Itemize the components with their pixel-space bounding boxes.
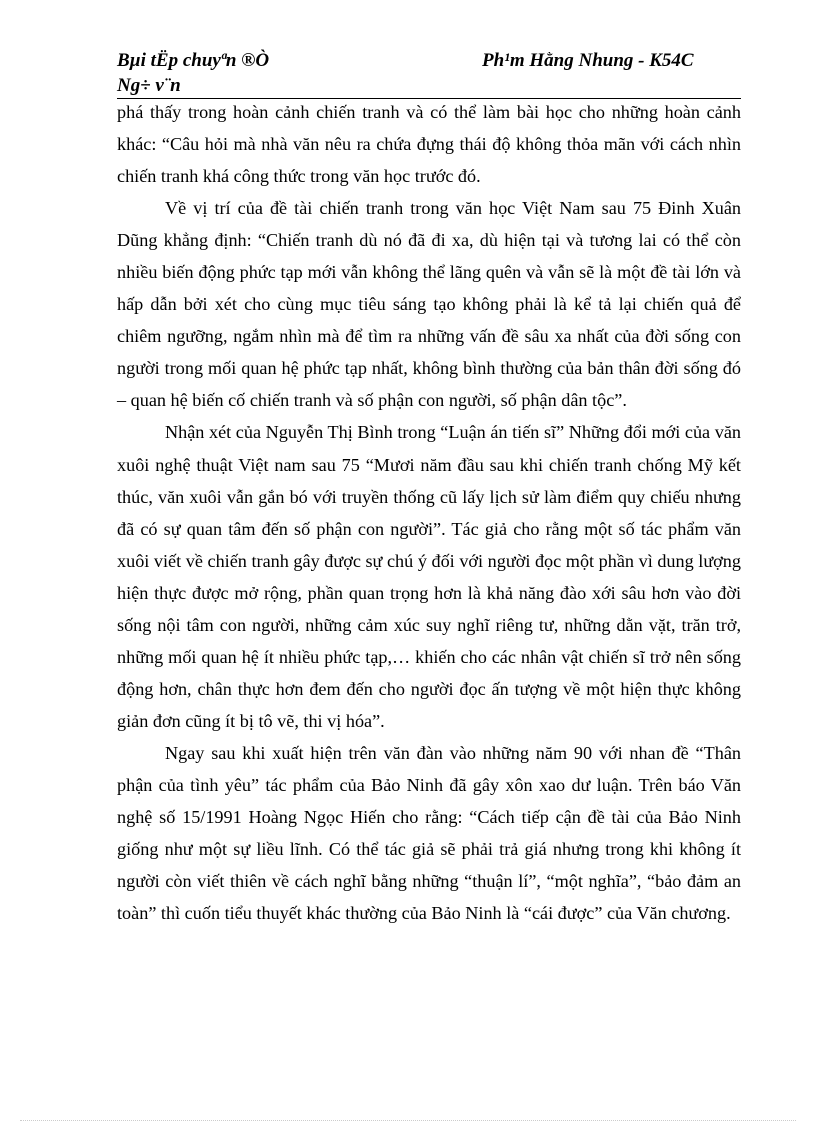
document-body bbox=[117, 96, 741, 929]
page-header bbox=[117, 48, 741, 99]
paragraph-2: Về vị trí của đề tài chiến tranh trong văn học Việt Nam sau 75 Đinh Xuân Dũng khẳng định: “Chiến tranh dù nó đã đi xa, dù hiện tại và tương lai có thể còn nhiều biến động phức tạp mới vẫn không thể lãng quên và vẫn sẽ là một đề tài lớn và hấp dẫn bởi xét cho cùng mục tiêu sáng tạo không phải là kể tả lại chiến quả để chiêm ngưỡng, ngắm nhìn mà để tìm ra những vấn đề sâu xa nhất của đời sống con người trong mối quan hệ phức tạp nhất, không bình thường của bản thân đời sống đó – quan hệ biến cố chiến tranh và số phận con người, số phận dân tộc”. bbox=[117, 198, 741, 411]
header-subject bbox=[117, 48, 269, 98]
header-subject-line2: Ng÷ v¨n bbox=[117, 75, 181, 96]
paragraph-4: Ngay sau khi xuất hiện trên văn đàn vào những năm 90 với nhan đề “Thân phận của tình yêu” tác phẩm của Bảo Ninh đã gây xôn xao dư luận. Trên báo Văn nghệ số 15/1991 Hoàng Ngọc Hiến cho rằng: “Cách tiếp cận đề tài của Bảo Ninh giống như một sự liều lĩnh. Có thể tác giả sẽ phải trả giá nhưng trong khi không ít người còn viết thiên về cách nghĩ bằng những “thuận lí”, “một nghĩa”, “bảo đảm an toàn” thì cuốn tiểu thuyết khác thường của Bảo Ninh là “cái được” của Văn chương. bbox=[117, 742, 741, 924]
header-author: Ph¹m Hằng Nhung - K54C bbox=[482, 50, 694, 71]
paragraph-3: Nhận xét của Nguyễn Thị Bình trong “Luận án tiến sĩ” Những đổi mới của văn xuôi nghệ thuật Việt nam sau 75 “Mươi năm đầu sau khi chiến tranh chống Mỹ kết thúc, văn xuôi vẫn gắn bó với truyền thống cũ lấy lịch sử làm điểm quy chiếu nhưng đã có sự quan tâm đến số phận con người”. Tác giả cho rằng một số tác phẩm văn xuôi viết về chiến tranh gây được sự chú ý đối với người đọc một phần vì dung lượng hiện thực được mở rộng, phần quan trọng hơn là khả năng đào xới sâu hơn vào đời sống nội tâm con người, những cảm xúc suy nghĩ riêng tư, những dằn vặt, trăn trở, những mối quan hệ ít nhiều phức tạp,… khiến cho các nhân vật chiến sĩ trở nên sống động hơn, chân thực hơn đem đến cho người đọc ấn tượng về một hiện thực không giản đơn cũng ít bị tô vẽ, thi vị hóa”. bbox=[117, 422, 741, 731]
header-subject-line1: Bµi tËp chuyªn ®Ò bbox=[117, 50, 270, 71]
page-bottom-divider bbox=[20, 1120, 796, 1121]
paragraph-1: phá thấy trong hoàn cảnh chiến tranh và có thể làm bài học cho những hoàn cảnh khác: “Câu hỏi mà nhà văn nêu ra chứa đựng thái độ không thỏa mãn với cách nhìn chiến tranh khá công thức trong văn học trước đó. bbox=[117, 102, 741, 187]
